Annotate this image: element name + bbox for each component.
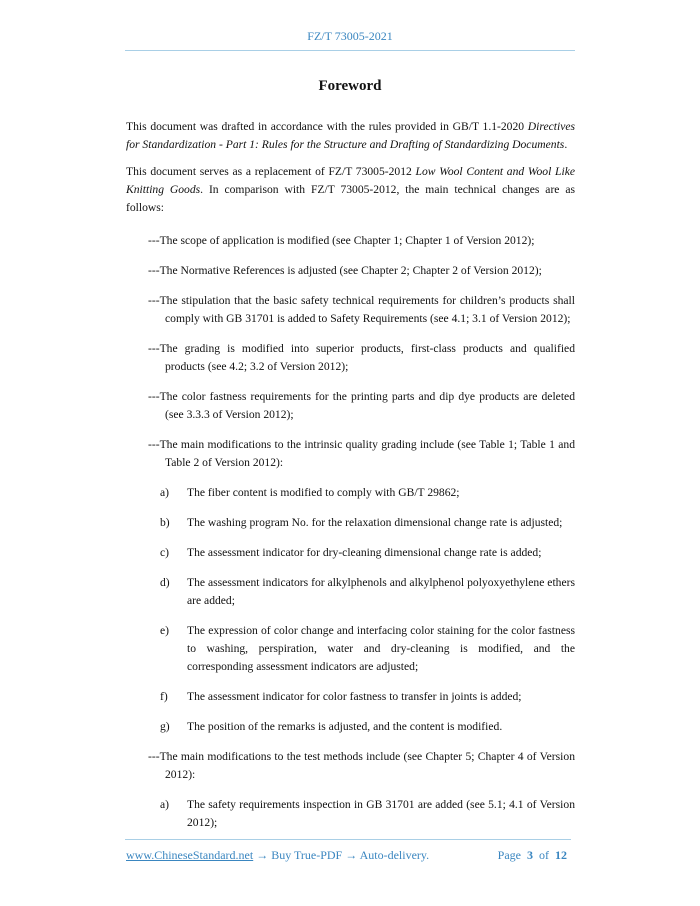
page-number <box>498 848 571 863</box>
quality-item <box>126 484 575 502</box>
change-item-test-methods: ---The main modifications to the test methods include (see Chapter 5; Chapter 4 of Version 2012): <box>148 750 575 781</box>
footer-promo <box>126 848 429 863</box>
header-doc-code: FZ/T 73005-2021 <box>307 29 393 43</box>
change-item: ---The color fastness requirements for the printing parts and dip dye products are deleted (see 3.3.3 of Version 2012); <box>148 390 575 421</box>
change-item: ---The Normative References is adjusted (see Chapter 2; Chapter 2 of Version 2012); <box>148 264 542 277</box>
paragraph-drafting <box>126 118 575 154</box>
item-text: The assessment indicator for dry-cleaning dimensional change rate is added; <box>187 546 542 559</box>
website-link[interactable]: www.ChineseStandard.net <box>126 848 254 862</box>
item-label: g) <box>160 720 170 733</box>
italic-title: Directives for Standardization - Part 1: Rules for the Structure and Drafting of Standardizing Documents <box>126 120 575 151</box>
header-divider <box>125 50 575 51</box>
change-item: ---The grading is modified into superior products, first-class products and qualified products (see 4.2; 3.2 of Version 2012); <box>148 342 575 373</box>
item-label: b) <box>160 516 170 529</box>
footer <box>126 848 571 863</box>
paragraph-replacement <box>126 163 575 217</box>
item-label: e) <box>160 624 170 637</box>
quality-item <box>126 688 575 706</box>
auto-delivery-text: Auto-delivery. <box>359 848 430 862</box>
item-label: d) <box>160 576 170 589</box>
document-body <box>126 118 575 844</box>
quality-item <box>126 544 575 562</box>
item-label: f) <box>160 690 168 703</box>
page-word: Page <box>497 848 521 862</box>
item-text: The expression of color change and interfacing color staining for the color fastness to washing, perspiration, water and dry-cleaning is modified, and the corresponding assessment indicators are adjusted; <box>187 624 575 673</box>
italic-title: Low Wool Content and Wool Like Knitting Goods <box>126 165 575 196</box>
item-text: The position of the remarks is adjusted, and the content is modified. <box>187 720 503 733</box>
arrow-icon: → <box>342 848 360 862</box>
item-label: c) <box>160 546 170 559</box>
buy-text: Buy True-PDF <box>271 848 343 862</box>
quality-item <box>126 514 575 532</box>
item-label: a) <box>160 486 170 499</box>
item-label: a) <box>160 798 170 811</box>
page-title: Foreword <box>318 78 382 94</box>
text: . <box>564 138 568 151</box>
text: . In comparison with FZ/T 73005-2012, the main technical changes are as follows: <box>126 183 575 214</box>
text: This document was drafted in accordance with the rules provided in GB/T 1.1-2020 <box>126 120 528 133</box>
quality-item <box>126 622 575 676</box>
item-text: The safety requirements inspection in GB 31701 are added (see 5.1; 4.1 of Version 2012); <box>187 798 575 829</box>
quality-item <box>126 718 575 736</box>
test-item <box>126 796 575 832</box>
arrow-icon: → <box>253 848 272 862</box>
current-page: 3 <box>527 848 533 862</box>
footer-divider <box>125 839 571 840</box>
text: This document serves as a replacement of FZ/T 73005-2012 <box>126 165 416 178</box>
change-item: ---The main modifications to the intrinsic quality grading include (see Table 1; Table 1 and Table 2 of Version 2012): <box>148 438 575 469</box>
change-item: ---The scope of application is modified (see Chapter 1; Chapter 1 of Version 2012); <box>148 234 535 247</box>
of-word: of <box>539 848 549 862</box>
item-text: The assessment indicator for color fastness to transfer in joints is added; <box>187 690 522 703</box>
item-text: The washing program No. for the relaxation dimensional change rate is adjusted; <box>187 516 563 529</box>
total-pages: 12 <box>555 848 567 862</box>
change-item: ---The stipulation that the basic safety technical requirements for children’s products shall comply with GB 31701 is added to Safety Requirements (see 4.1; 3.1 of Version 2012); <box>148 294 575 325</box>
item-text: The assessment indicators for alkylphenols and alkylphenol polyoxyethylene ethers are added; <box>187 576 575 607</box>
quality-item <box>126 574 575 610</box>
item-text: The fiber content is modified to comply with GB/T 29862; <box>187 486 460 499</box>
